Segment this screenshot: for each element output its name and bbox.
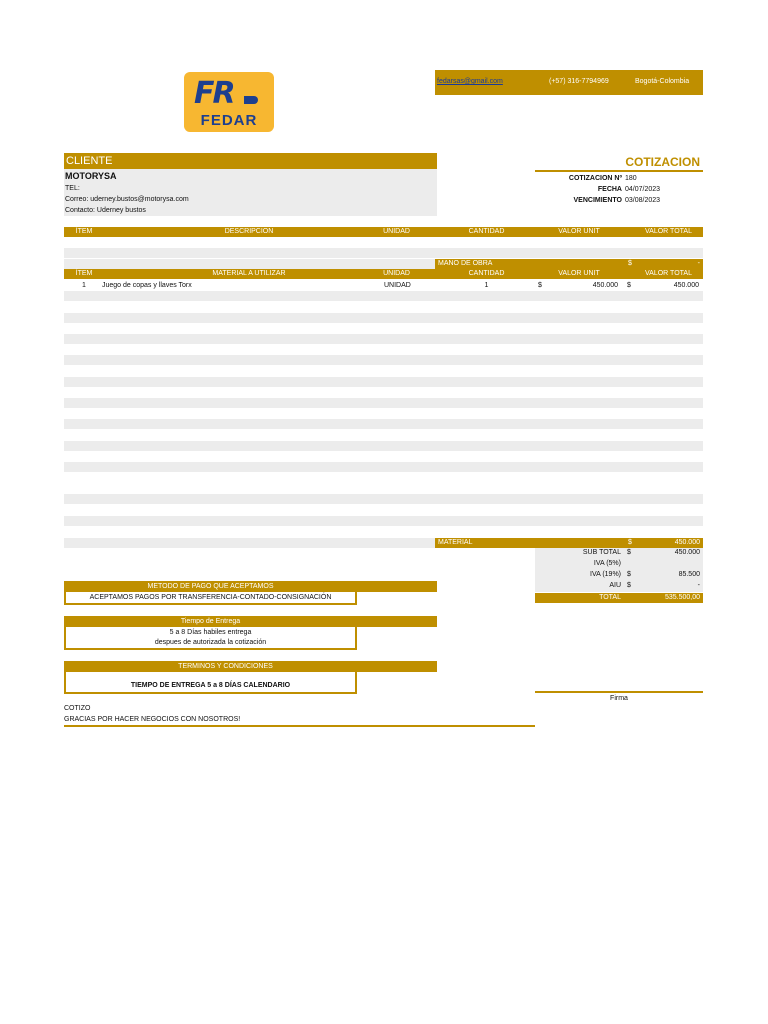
quote-number-label: COTIZACION Nº <box>568 175 622 182</box>
payment-header-bar <box>64 581 437 592</box>
empty-row-band <box>64 291 703 301</box>
aiu-label: AIU <box>609 582 621 589</box>
labor-table-header <box>64 227 703 237</box>
labor-col-total: VALOR TOTAL <box>645 228 692 235</box>
footer-rule <box>64 725 535 727</box>
iva19-value: 85.500 <box>678 571 700 578</box>
material-summary-value: 450.000 <box>674 539 700 546</box>
payment-text: ACEPTAMOS PAGOS POR TRANSFERENCIA-CONTADO-CONSIGNACIÓN <box>89 594 332 601</box>
labor-col-unit: UNIDAD <box>383 228 410 235</box>
delivery-box <box>64 627 357 650</box>
labor-col-qty: CANTIDAD <box>468 228 505 235</box>
quote-date: 04/07/2023 <box>625 186 661 193</box>
total-value: 535.500,00 <box>664 594 700 601</box>
total-bar <box>535 593 703 603</box>
quote-due-label: VENCIMIENTO <box>573 197 622 204</box>
client-name: MOTORYSA <box>65 171 117 181</box>
material-summary-label: MATERIAL <box>438 539 473 546</box>
signature-line <box>535 691 703 693</box>
quote-due-date: 03/08/2023 <box>625 197 661 204</box>
row-total-currency: $ <box>627 282 631 289</box>
delivery-header-bar <box>64 616 437 627</box>
empty-row-band <box>64 538 437 548</box>
material-col-total: VALOR TOTAL <box>645 270 692 277</box>
client-header: CLIENTE <box>66 155 113 167</box>
quoted-by: COTIZO <box>64 705 91 712</box>
row-material: Juego de copas y llaves Torx <box>102 282 192 289</box>
subtotal-currency: $ <box>627 549 631 556</box>
material-table-header <box>64 269 703 279</box>
delivery-header: Tiempo de Entrega <box>180 618 241 625</box>
subtotal-value: 450.000 <box>674 549 700 556</box>
empty-row-band <box>64 334 703 344</box>
labor-summary-label: MANO DE OBRA <box>438 260 493 267</box>
quote-header-rule <box>535 170 703 172</box>
client-contact: Contacto: Uderney bustos <box>65 207 146 214</box>
quote-date-label: FECHA <box>597 186 622 193</box>
iva5-label: IVA (5%) <box>593 560 621 567</box>
contact-email-link[interactable]: fedarsas@gmail.com <box>437 78 503 85</box>
quote-number: 180 <box>625 175 637 182</box>
delivery-line-2: despues de autorizada la cotización <box>154 639 267 646</box>
logo-mark: FR <box>194 76 234 111</box>
row-total: 450.000 <box>673 282 699 289</box>
empty-row-band <box>64 462 703 472</box>
material-col-unit-value: VALOR UNIT <box>558 270 600 277</box>
aiu-value: - <box>697 582 700 589</box>
payment-box <box>64 592 357 605</box>
client-info-box <box>64 169 437 216</box>
empty-row-band <box>64 441 703 451</box>
contact-bar <box>435 70 703 95</box>
iva19-label: IVA (19%) <box>590 571 621 578</box>
total-label: TOTAL <box>599 594 621 601</box>
table-row <box>64 281 703 291</box>
delivery-line-1: 5 a 8 Días habiles entrega <box>169 629 252 636</box>
terms-text: TIEMPO DE ENTREGA 5 a 8 DÍAS CALENDARIO <box>130 682 291 689</box>
row-unit: UNIDAD <box>384 282 411 289</box>
client-email: Correo: uderney.bustos@motorysa.com <box>65 196 189 203</box>
labor-col-description: DESCRIPCION <box>224 228 274 235</box>
row-unit-value: 450.000 <box>592 282 618 289</box>
empty-row-band <box>64 313 703 323</box>
terms-header-bar <box>64 661 437 672</box>
labor-col-unit-value: VALOR UNIT <box>558 228 600 235</box>
material-col-qty: CANTIDAD <box>468 270 505 277</box>
logo-text: FEDAR <box>200 112 258 129</box>
labor-row-band <box>64 248 703 258</box>
material-col-unit: UNIDAD <box>383 270 410 277</box>
labor-summary-currency: $ <box>628 260 632 267</box>
empty-row-band <box>64 377 703 387</box>
labor-summary-bar <box>435 259 703 269</box>
aiu-currency: $ <box>627 582 631 589</box>
labor-col-item: ÍTEM <box>75 228 93 235</box>
empty-row-band <box>64 419 703 429</box>
material-col-material: MATERIAL A UTILIZAR <box>212 270 286 277</box>
contact-phone: (+57) 316-7794969 <box>549 78 609 85</box>
totals-box <box>535 548 703 592</box>
logo-tail-shape <box>244 96 258 104</box>
material-summary-currency: $ <box>628 539 632 546</box>
material-summary-bar <box>435 538 703 548</box>
payment-header: METODO DE PAGO QUE ACEPTAMOS <box>147 583 274 590</box>
empty-row-band <box>64 398 703 408</box>
subtotal-label: SUB TOTAL <box>582 549 621 556</box>
row-unit-currency: $ <box>538 282 542 289</box>
row-item: 1 <box>82 282 86 289</box>
client-tel: TEL: <box>65 185 80 192</box>
labor-row-band <box>64 259 437 269</box>
iva19-currency: $ <box>627 571 631 578</box>
row-qty: 1 <box>484 282 489 289</box>
empty-row-band <box>64 355 703 365</box>
material-col-item: ÍTEM <box>75 270 93 277</box>
client-header-bar <box>64 153 437 169</box>
labor-summary-value: - <box>697 260 700 267</box>
empty-row-band <box>64 494 703 504</box>
signature-label: Firma <box>610 695 628 702</box>
terms-header: TERMINOS Y CONDICIONES <box>178 663 273 670</box>
thanks-message: GRACIAS POR HACER NEGOCIOS CON NOSOTROS! <box>64 716 241 723</box>
company-logo <box>184 72 274 132</box>
contact-location: Bogotá-Colombia <box>635 78 690 85</box>
quote-header: COTIZACION <box>625 155 700 169</box>
empty-row-band <box>64 516 703 526</box>
terms-box <box>64 672 357 694</box>
